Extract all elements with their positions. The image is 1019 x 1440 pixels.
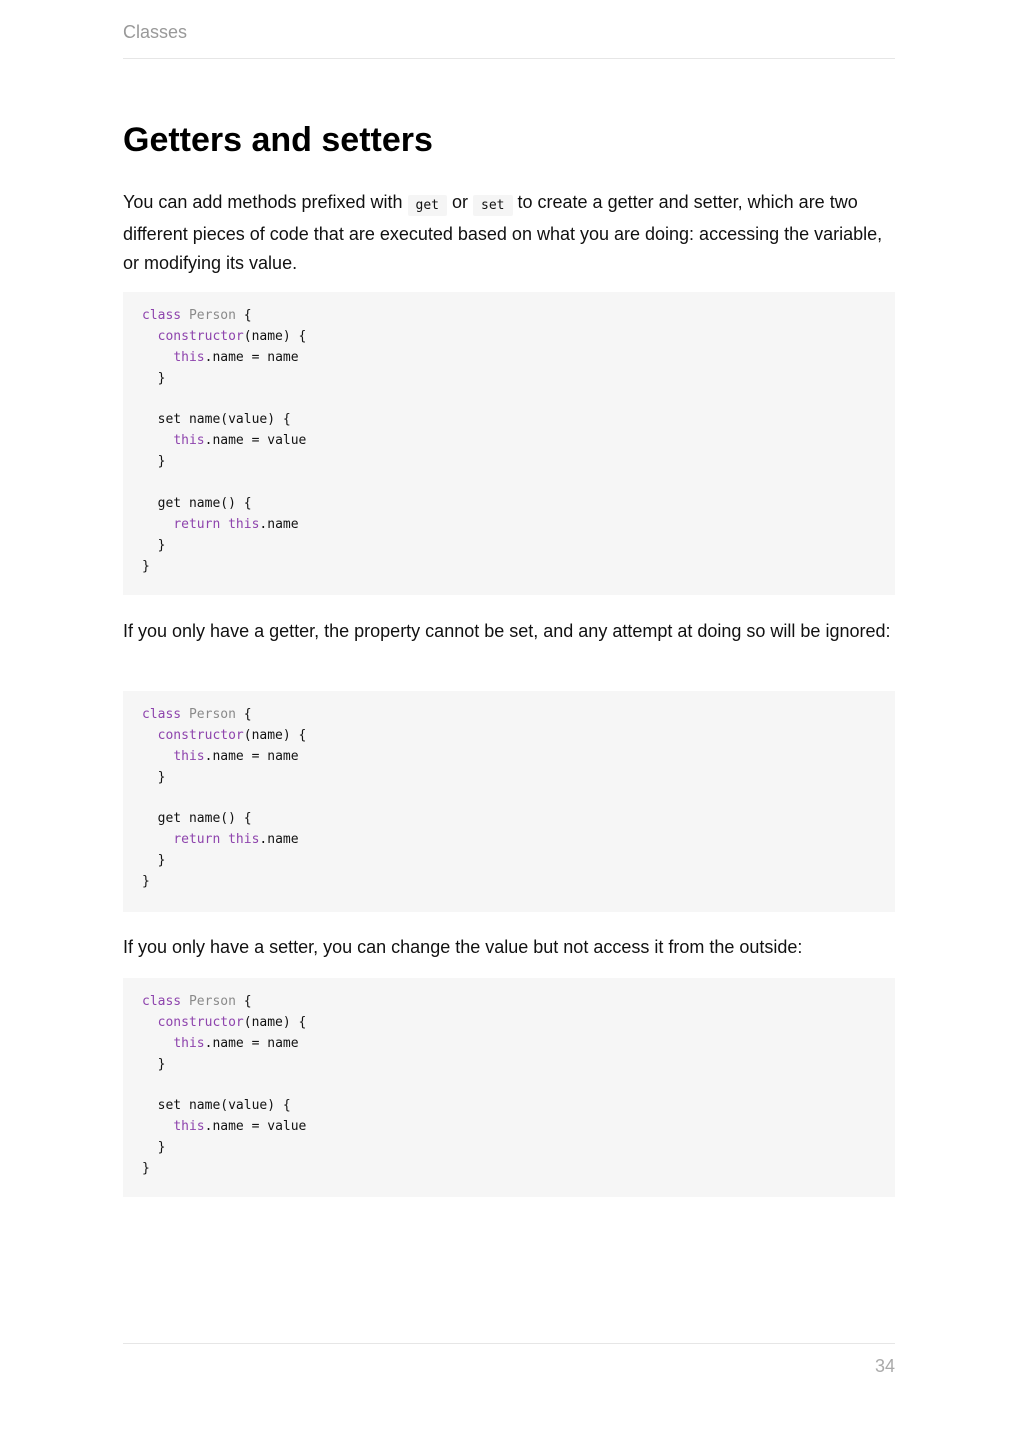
code-line [142, 515, 876, 536]
code-token [181, 308, 189, 323]
code-keyword: class [142, 994, 182, 1009]
code-block-setter-only [123, 978, 895, 1197]
code-line [142, 1138, 876, 1159]
code-token [142, 329, 158, 344]
code-token: .name [259, 516, 299, 532]
inline-code-get: get [408, 195, 447, 216]
code-token [181, 994, 189, 1009]
code-token: .name = name [204, 349, 299, 365]
code-token: get name() { [142, 496, 252, 512]
code-keyword: return [173, 516, 221, 532]
code-token: (name) { [243, 1014, 307, 1030]
code-line [142, 830, 876, 851]
code-line [142, 327, 876, 348]
getter-only-paragraph: If you only have a getter, the property cannot be set, and any attempt at doing so will be ignored: [123, 621, 891, 641]
code-token: .name [259, 832, 299, 848]
code-token [142, 517, 173, 532]
code-token: (name) { [243, 328, 307, 344]
intro-text-end: to create a getter and setter, which are two different pieces of code that are executed based on what you are doing: accessing the variable, or modifying its value. [123, 192, 883, 273]
code-line [142, 872, 876, 893]
code-keyword: constructor [157, 328, 244, 344]
code-line [142, 557, 876, 578]
code-token: } [142, 853, 166, 869]
code-token: .name = name [204, 748, 299, 764]
code-token [142, 1015, 158, 1030]
code-token: } [142, 1056, 166, 1072]
code-token [142, 350, 173, 365]
code-token [142, 1119, 173, 1134]
code-token: .name = value [204, 1119, 307, 1135]
running-header-chapter: Classes [123, 22, 188, 42]
code-type-name: Person [188, 308, 236, 323]
intro-text-middle: or [447, 192, 474, 212]
code-token [181, 707, 189, 722]
code-token [142, 1036, 173, 1051]
code-token: (name) { [243, 727, 307, 743]
code-token: } [142, 558, 150, 574]
code-line [142, 992, 876, 1013]
code-line [142, 1013, 876, 1034]
code-line [142, 494, 876, 515]
code-line [142, 726, 876, 747]
code-line [142, 768, 876, 789]
code-keyword: return [173, 832, 221, 848]
code-token: } [142, 1161, 150, 1177]
code-token [142, 832, 173, 847]
code-token [220, 517, 228, 532]
code-keyword: class [142, 308, 182, 323]
code-token: } [142, 1140, 166, 1156]
code-keyword: class [142, 707, 182, 722]
code-keyword: constructor [157, 727, 244, 743]
code-token [142, 749, 173, 764]
code-token: } [142, 537, 166, 553]
code-token [142, 728, 158, 743]
code-line [142, 390, 876, 411]
code-line [142, 306, 876, 327]
code-line [142, 789, 876, 810]
code-keyword: this [173, 349, 205, 365]
code-block-getter-setter [123, 292, 895, 595]
code-token: get name() { [142, 811, 252, 827]
code-line [142, 1117, 876, 1138]
intro-paragraph [123, 188, 895, 279]
code-token: } [142, 370, 166, 386]
code-token: set name(value) { [142, 1098, 291, 1114]
code-line [142, 410, 876, 431]
code-token [142, 433, 173, 448]
intro-text-start: You can add methods prefixed with [123, 192, 408, 212]
code-line [142, 452, 876, 473]
code-keyword: this [228, 516, 260, 532]
code-token: } [142, 874, 150, 890]
code-token [220, 832, 228, 847]
code-line [142, 536, 876, 557]
header-divider [123, 58, 895, 59]
code-line [142, 705, 876, 726]
code-keyword: this [173, 748, 205, 764]
code-line [142, 1096, 876, 1117]
code-token: .name = name [204, 1035, 299, 1051]
code-line [142, 851, 876, 872]
code-keyword: constructor [157, 1014, 244, 1030]
code-token: { [235, 308, 252, 323]
code-token: .name = value [204, 433, 307, 449]
code-line [142, 348, 876, 369]
code-line [142, 1159, 876, 1180]
code-token: set name(value) { [142, 412, 291, 428]
setter-only-paragraph: If you only have a setter, you can change the value but not access it from the outside: [123, 937, 803, 957]
code-line [142, 747, 876, 768]
code-line [142, 1034, 876, 1055]
code-line [142, 473, 876, 494]
footer-divider [123, 1343, 895, 1344]
code-keyword: this [173, 433, 205, 449]
code-keyword: this [173, 1035, 205, 1051]
code-token: } [142, 454, 166, 470]
code-keyword: this [228, 832, 260, 848]
code-line [142, 369, 876, 390]
code-line [142, 809, 876, 830]
code-block-getter-only [123, 691, 895, 912]
code-line [142, 1076, 876, 1097]
code-type-name: Person [188, 707, 236, 722]
inline-code-set: set [473, 195, 512, 216]
code-keyword: this [173, 1119, 205, 1135]
page-title: Getters and setters [123, 121, 433, 159]
code-type-name: Person [188, 994, 236, 1009]
page-number: 34 [874, 1356, 895, 1376]
code-token: } [142, 769, 166, 785]
code-token: { [235, 994, 252, 1009]
code-line [142, 431, 876, 452]
code-token: { [235, 707, 252, 722]
code-line [142, 1055, 876, 1076]
